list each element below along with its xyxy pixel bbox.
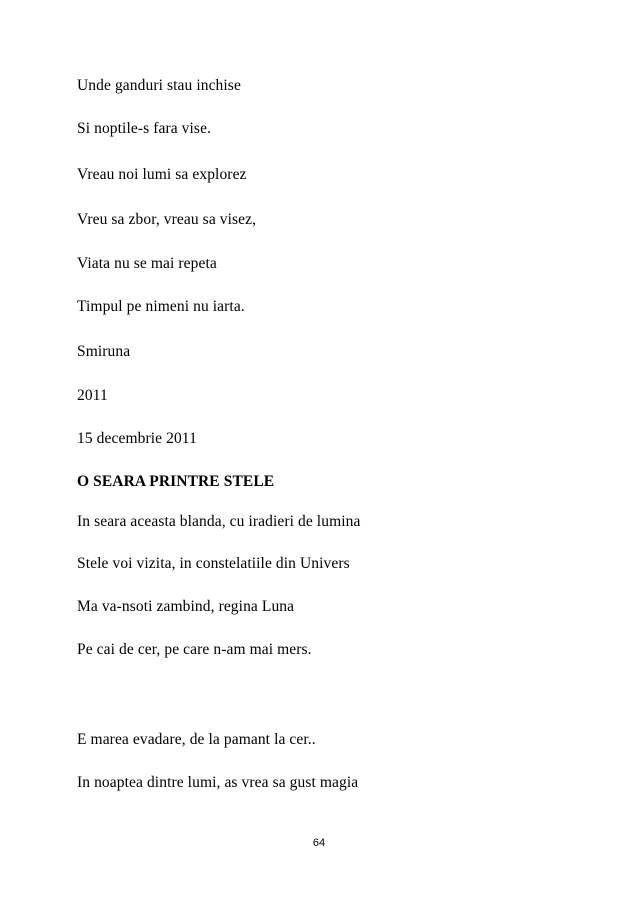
text-line: Viata nu se mai repeta — [77, 255, 217, 272]
text-line: Si noptile-s fara vise. — [77, 120, 212, 137]
signature-name: Smiruna — [77, 343, 131, 360]
poem-line: Stele voi vizita, in constelatiile din Univers — [77, 555, 350, 572]
date-line: 15 decembrie 2011 — [77, 430, 197, 447]
poem-title: O SEARA PRINTRE STELE — [77, 473, 275, 490]
page-number: 64 — [312, 837, 326, 849]
text-line: Vreau noi lumi sa explorez — [77, 166, 247, 183]
text-line: Vreu sa zbor, vreau sa visez, — [77, 211, 257, 228]
poem-line: Ma va-nsoti zambind, regina Luna — [77, 598, 295, 615]
poem-line: In seara aceasta blanda, cu iradieri de lumina — [77, 513, 361, 530]
poem-line: Pe cai de cer, pe care n-am mai mers. — [77, 641, 312, 658]
poem-line: In noaptea dintre lumi, as vrea sa gust magia — [77, 774, 359, 791]
text-line: Unde ganduri stau inchise — [77, 77, 241, 94]
poem-line: E marea evadare, de la pamant la cer.. — [77, 731, 316, 748]
signature-year: 2011 — [77, 387, 108, 404]
text-line: Timpul pe nimeni nu iarta. — [77, 298, 245, 315]
